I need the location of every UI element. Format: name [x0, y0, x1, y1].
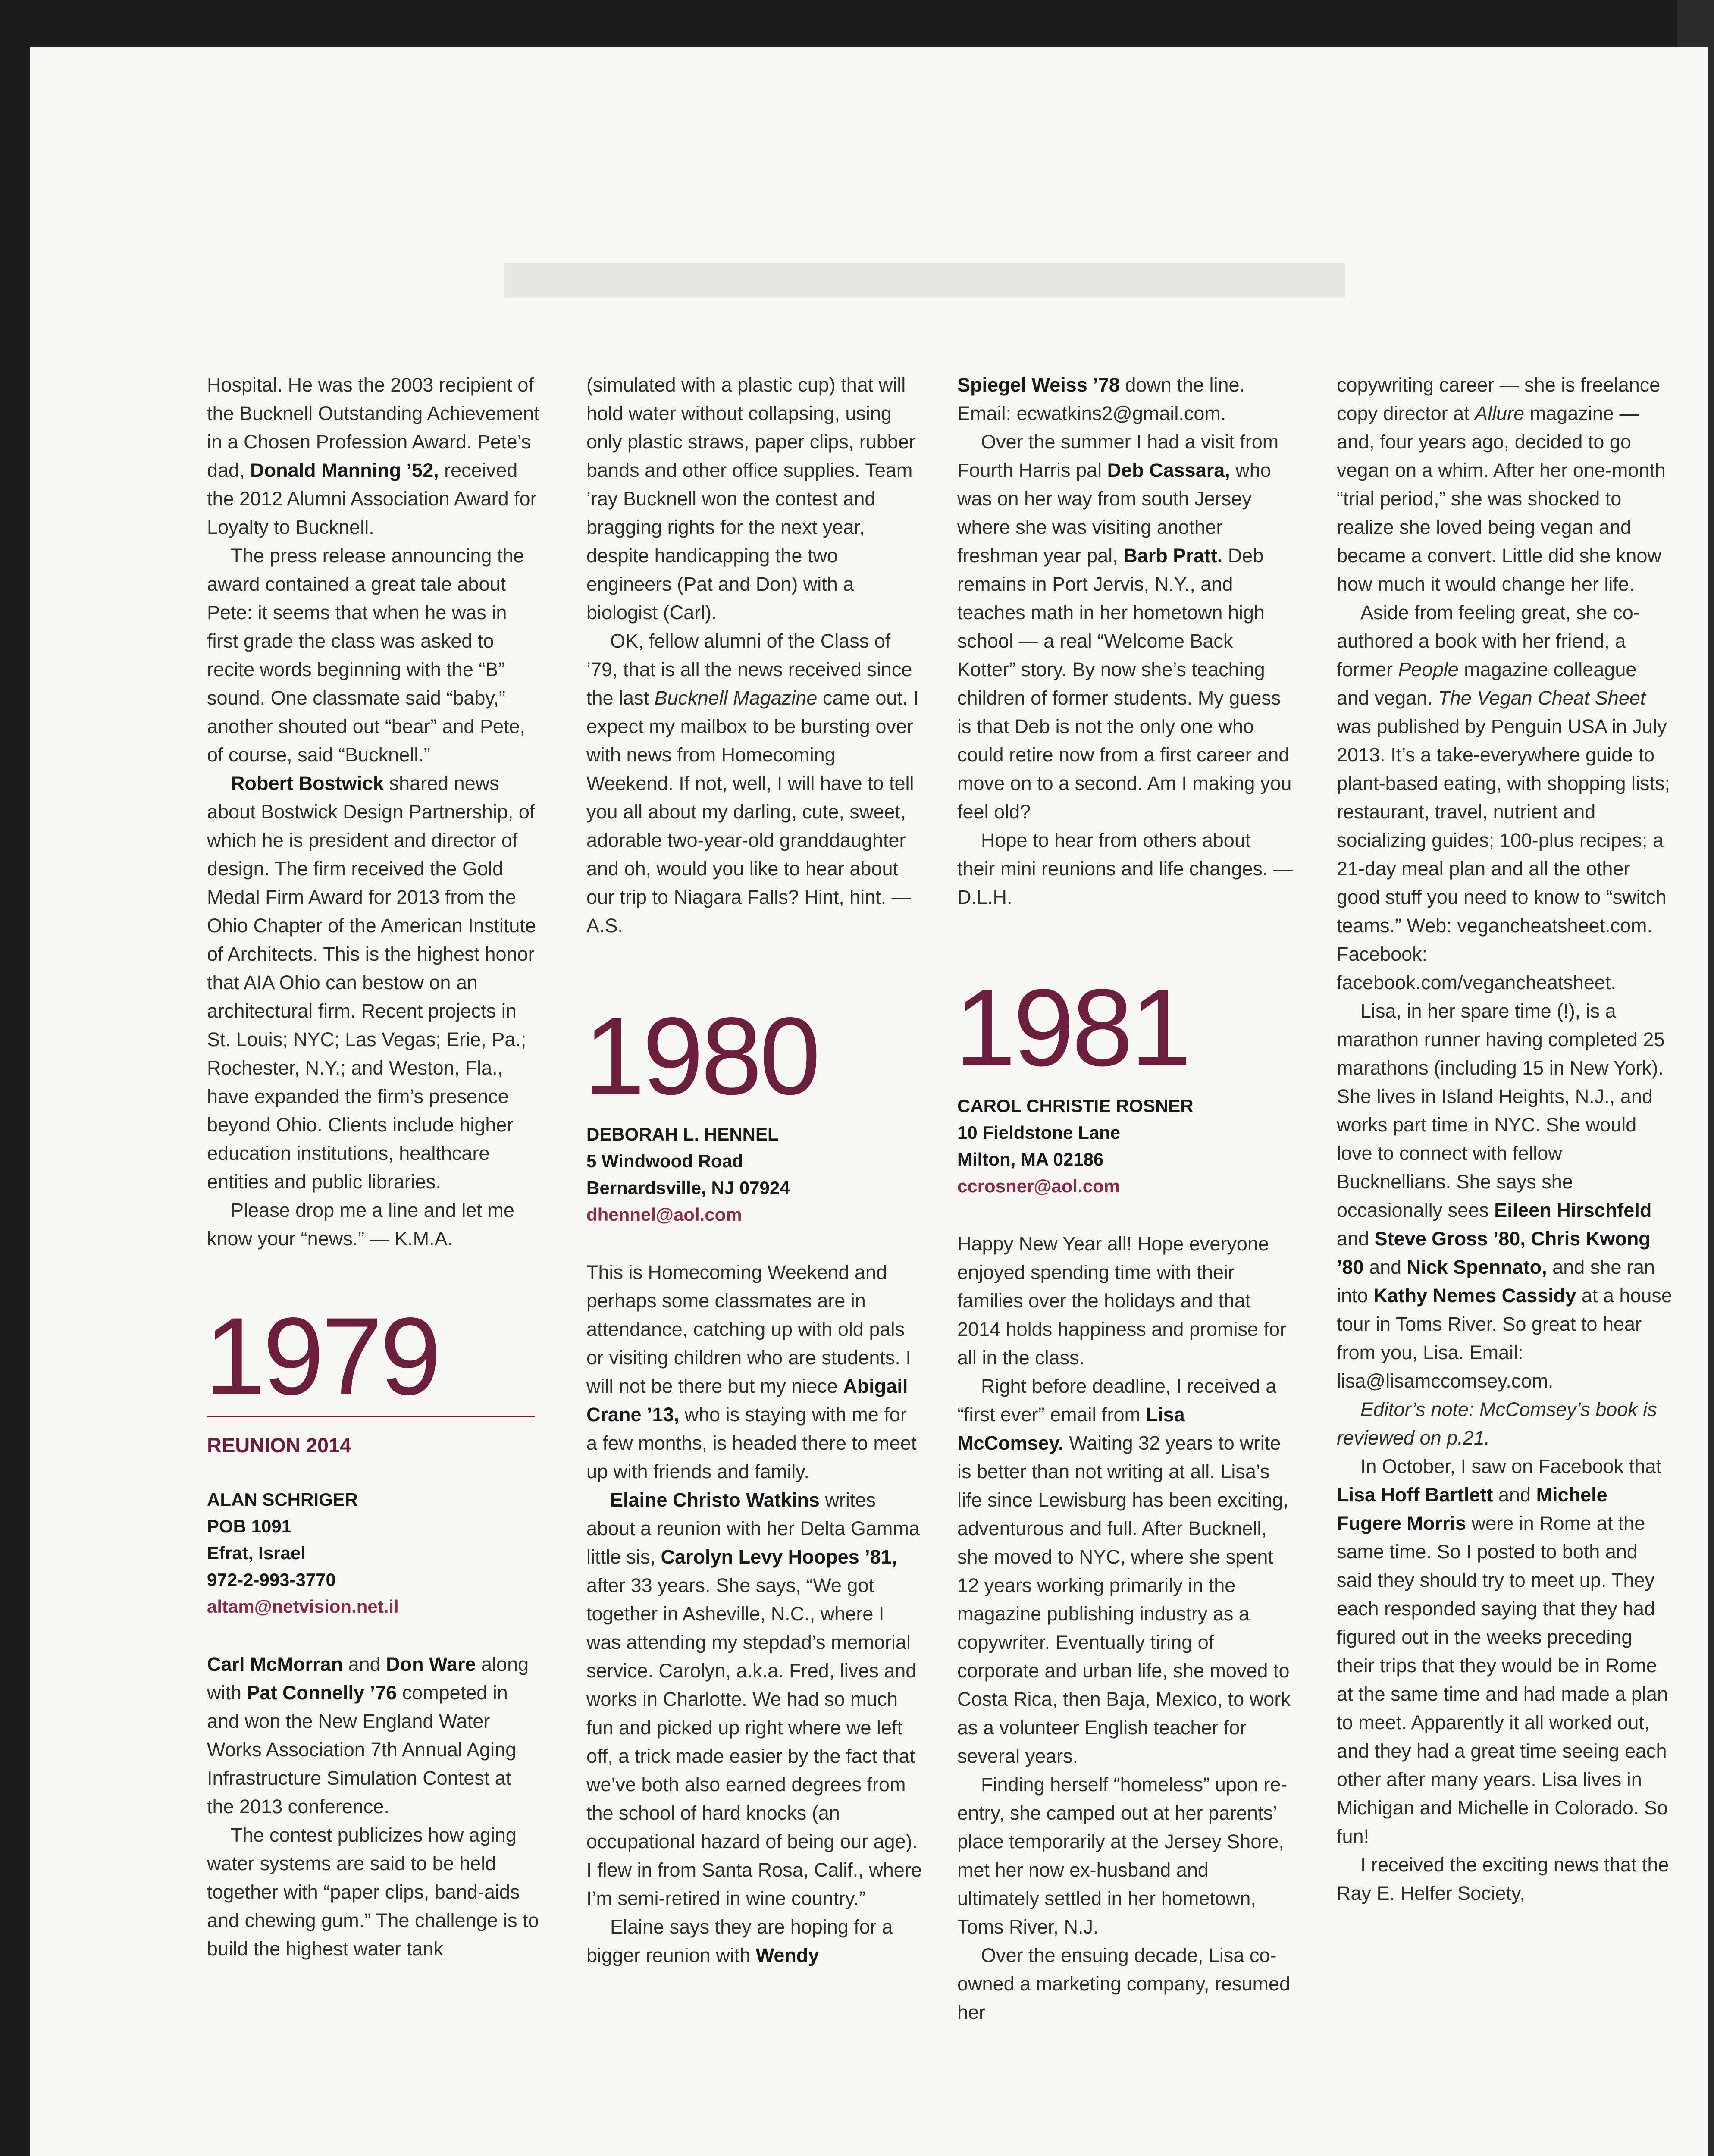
correspondent-email[interactable]: altam@netvision.net.il [207, 1596, 399, 1617]
paragraph: Lisa, in her spare time (!), is a marathon runner having completed 25 marathons (including 15 in New York). She lives in Island Heights, N.J., and works part time in NYC. She would love to connect with fellow Bucknellians. She says she occasionally sees Eileen Hirschfeld and Steve Gross ’80, Chris Kwong ’80 and Nick Spennato, and she ran into Kathy Nemes Cassidy at a house tour in Toms River. So great to hear from you, Lisa. Email: lisa@lisamccomsey.com. [1337, 1000, 1672, 1392]
paragraph: Over the summer I had a visit from Fourth Harris pal Deb Cassara, who was on her way from south Jersey where she was visiting another freshman year pal, Barb Pratt. Deb remains in Port Jervis, N.Y., and teaches math in her hometown high school — a real “Welcome Back Kotter” story. By now she’s teaching children of former students. My guess is that Deb is not the only one who could retire now from a first career and move on to a second. Am I making you feel old? [957, 431, 1292, 823]
paragraph: The contest publicizes how aging water systems are said to be held together with “paper clips, band-aids and chewing gum.” The challenge is to build the highest water tank [207, 1824, 539, 1960]
paragraph: Over the ensuing decade, Lisa co-owned a marketing company, resumed her [957, 1944, 1291, 2023]
paragraph: Hope to hear from others about their mini reunions and life changes. — D.L.H. [957, 829, 1293, 908]
paragraph: Elaine Christo Watkins writes about a reunion with her Delta Gamma little sis, Carolyn Levy Hoopes ’81, after 33 years. She says, “We got together in Asheville, N.C., where I was attending my stepdad’s memorial service. Carolyn, a.k.a. Fred, lives and works in Charlotte. We had so much fun and picked up right where we left off, a trick made easier by the fact that we’ve both also earned degrees from the school of hard knocks (an occupational hazard of being our age). I flew in from Santa Rosa, Calif., where I’m semi-retired in wine country.” [586, 1489, 922, 1909]
correspondent-email[interactable]: dhennel@aol.com [586, 1204, 742, 1225]
class-correspondent: CAROL CHRISTIE ROSNER 10 Fieldstone Lane Milton, MA 02186 ccrosner@aol.com [957, 1093, 1294, 1200]
class-correspondent: ALAN SCHRIGER POB 1091 Efrat, Israel 972-2-993-3770 altam@netvision.net.il [207, 1486, 543, 1620]
class-year-heading: 1981 [955, 966, 1189, 1089]
paragraph: Carl McMorran and Don Ware along with Pat Connelly ’76 competed in and won the New England Water Works Association 7th Annual Aging Infrastructure Simulation Contest at the 2013 conference. [207, 1653, 529, 1818]
reunion-label: REUNION 2014 [207, 1434, 351, 1457]
bleed-through-heading [504, 263, 1345, 298]
paragraph: This is Homecoming Weekend and perhaps some classmates are in attendance, catching up with old pals or visiting children who are students. I will not be there but my niece Abigail Crane ’13, who is staying with me for a few months, is headed there to meet up with friends and family. [586, 1261, 917, 1482]
paragraph: Please drop me a line and let me know your “news.” — K.M.A. [207, 1199, 514, 1250]
paragraph: Spiegel Weiss ’78 down the line. Email: ecwatkins2@gmail.com. [957, 374, 1245, 424]
class-year-heading: 1980 [584, 995, 818, 1118]
paragraph: In October, I saw on Facebook that Lisa Hoff Bartlett and Michele Fugere Morris were in Rome at the same time. So I posted to both and said they should try to meet up. They each responded saying that they had figured out in the weeks preceding their trips that they would be in Rome at the same time and had made a plan to meet. Apparently it all worked out, and they had a great time seeing each other after many years. Lisa lives in Michigan and Michelle in Colorado. So fun! [1337, 1455, 1668, 1847]
paragraph: (simulated with a plastic cup) that will hold water without collapsing, using only plastic straws, paper clips, rubber bands and other office supplies. Team ’ray Bucknell won the contest and bragging rights for the next year, despite handicapping the two engineers (Pat and Don) with a biologist (Carl). [586, 374, 915, 624]
paragraph: Finding herself “homeless” upon re-entry, she camped out at her parents’ place temporarily at the Jersey Shore, met her now ex-husband and ultimately settled in her hometown, Toms River, N.J. [957, 1774, 1288, 1938]
class-year-heading: 1979 [204, 1295, 439, 1418]
column-4 [1337, 371, 1673, 1908]
column-2 [586, 371, 923, 1970]
column-1 [204, 371, 543, 1963]
paragraph: copywriting career — she is freelance copy director at Allure magazine — and, four years ago, decided to go vegan on a whim. After her one-month “trial period,” she was shocked to realize she loved being vegan and became a convert. Little did she know how much it would change her life. [1337, 374, 1666, 595]
paragraph: Hospital. He was the 2003 recipient of the Bucknell Outstanding Achievement in a Chosen Profession Award. Pete’s dad, Donald Manning ’52, received the 2012 Alumni Association Award for Loyalty to Bucknell. [207, 374, 539, 538]
paragraph: The press release announcing the award contained a great tale about Pete: it seems that when he was in first grade the class was asked to recite words beginning with the “B” sound. One classmate said “baby,” another shouted out “bear” and Pete, of course, said “Bucknell.” [207, 545, 526, 766]
paragraph: Aside from feeling great, she co-authored a book with her friend, a former People magazine colleague and vegan. The Vegan Cheat Sheet was published by Penguin USA in July 2013. It’s a take-everywhere guide to plant-based eating, with shopping lists; restaurant, travel, nutrient and socializing guides; 100-plus recipes; a 21-day meal plan and all the other good stuff you need to know to “switch teams.” Web: vegancheatsheet.com. Facebook: facebook.com/vegancheatsheet. [1337, 602, 1670, 993]
paragraph: Robert Bostwick shared news about Bostwick Design Partnership, of which he is president and director of design. The firm received the Gold Medal Firm Award for 2013 from the Ohio Chapter of the American Institute of Architects. This is the highest honor that AIA Ohio can bestow on an architectural firm. Recent projects in St. Louis; NYC; Las Vegas; Erie, Pa.; Rochester, N.Y.; and Weston, Fla., have expanded the firm’s presence beyond Ohio. Clients include higher education institutions, healthcare entities and public libraries. [207, 772, 536, 1193]
paragraph: OK, fellow alumni of the Class of ’79, that is all the news received since the last Bucknell Magazine came out. I expect my mailbox to be bursting over with news from Homecoming Weekend. If not, well, I will have to tell you all about my darling, cute, sweet, adorable two-year-old granddaughter and oh, would you like to hear about our trip to Niagara Falls? Hint, hint. — A.S. [586, 630, 919, 937]
class-correspondent: DEBORAH L. HENNEL 5 Windwood Road Bernardsville, NJ 07924 dhennel@aol.com [586, 1121, 923, 1228]
correspondent-email[interactable]: ccrosner@aol.com [957, 1176, 1120, 1196]
column-3 [957, 371, 1294, 2027]
editors-note: Editor’s note: McComsey’s book is reviewed on p.21. [1337, 1398, 1657, 1449]
paragraph: I received the exciting news that the Ray E. Helfer Society, [1337, 1854, 1669, 1904]
paragraph: Right before deadline, I received a “first ever” email from Lisa McComsey. Waiting 32 years to write is better than not writing at all. Lisa’s life since Lewisburg has been exciting, adventurous and full. After Bucknell, she moved to NYC, where she spent 12 years working primarily in the magazine publishing industry as a copywriter. Eventually tiring of corporate and urban life, she moved to Costa Rica, then Baja, Mexico, to work as a volunteer English teacher for several years. [957, 1375, 1291, 1767]
paragraph: Happy New Year all! Hope everyone enjoyed spending time with their families over the holidays and that 2014 holds happiness and promise for all in the class. [957, 1233, 1287, 1369]
paragraph: Elaine says they are hoping for a bigger reunion with Wendy [586, 1916, 893, 1966]
